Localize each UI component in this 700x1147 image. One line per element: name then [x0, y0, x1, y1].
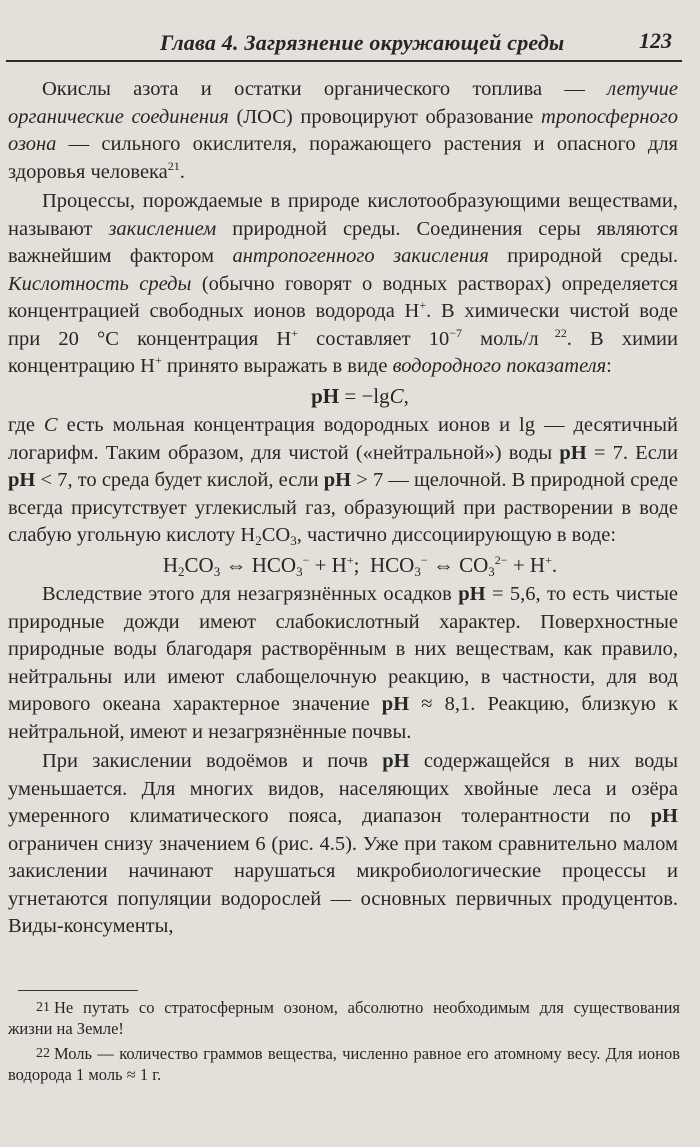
text-run: Вследствие этого для незагрязнённых осадков [42, 583, 459, 605]
formula-dissociation [8, 552, 678, 580]
header-rule [6, 60, 682, 62]
footnote-text: Моль — количество граммов вещества, численно равное его атомному весу. Для ионов водорода 1 моль ≈ 1 г. [8, 1044, 680, 1084]
term-acidification: закислением [108, 217, 217, 240]
ph-symbol: pH [650, 805, 678, 827]
superscript: + [346, 552, 354, 567]
text-run: СО [261, 524, 291, 546]
ph-symbol: pH [8, 469, 36, 491]
text-run: есть мольная концентрация водородных ионов и lg — десятичный логарифм. Таким образом, для чистой («нейтральной») воды [8, 414, 678, 464]
footnote-22 [8, 1043, 680, 1085]
text-run: ограничен снизу значением 6 (рис. 4.5). Уже при таком сравнительно малом закислении начинают нарушаться микробиологические процессы и угнетаются популяции водорослей — основных первичных продуцентов. Виды-консументы, [8, 832, 678, 937]
footnote-text: Не путать со стратосферным озоном, абсолютно необходимым для существования жизни на Земле! [8, 998, 680, 1038]
formula-text: , [403, 383, 409, 408]
superscript: + [291, 325, 298, 340]
ph-symbol: pH [381, 693, 410, 715]
formula-text: = −lg [339, 383, 390, 408]
body-text [8, 76, 678, 941]
formula-variable: C [389, 383, 404, 408]
running-head [0, 14, 700, 60]
text-run: Окислы азота и остатки органического топлива — [42, 78, 608, 100]
superscript: + [419, 298, 427, 312]
text-run: < 7, то среда будет кислой, если [35, 469, 324, 491]
text-run: При закислении водоёмов и почв [42, 750, 383, 772]
footnote-rule [18, 990, 138, 991]
subscript: 3 [290, 533, 297, 548]
formula-text: . [551, 552, 558, 577]
footnote-ref-22: 22 [538, 325, 567, 340]
footnote-21 [8, 997, 680, 1039]
text-run: моль/л [462, 327, 539, 350]
text-run: принято выражать в виде [161, 355, 393, 377]
subscript: 3 [213, 563, 221, 579]
text-run: = 5,6, то есть чистые природные дожди имеют слабокислотный характер. Поверхностные природные воды благодаря растворённым в них веществам, как правило, нейтральны или имеют слабощелочную реакцию, в частности, для вод мирового океана характерное значение [8, 583, 679, 715]
formula-text: ⇔ HCO [220, 552, 297, 577]
subscript: 2 [178, 563, 185, 579]
subscript: 3 [488, 563, 495, 579]
formula-ph [8, 383, 678, 411]
ph-symbol: pH [311, 383, 340, 408]
paragraph-2 [8, 188, 678, 381]
text-run: где [8, 414, 44, 436]
exponent: −7 [449, 325, 462, 340]
variable-c: С [43, 414, 58, 436]
formula-text: ⇔ CO [427, 552, 489, 577]
chapter-title: Глава 4. Загрязнение окружающей среды [160, 30, 565, 55]
paragraph-5 [8, 748, 678, 941]
paragraph-3 [8, 412, 678, 550]
superscript: 2− [494, 552, 508, 567]
page-number: 123 [639, 28, 672, 53]
term-ph: водородного показателя [392, 355, 607, 377]
text-run: . В химически чистой воде при 20 °С концентрация Н [8, 300, 678, 350]
text-run: , частично диссоциирующую в воде: [296, 524, 617, 546]
text-run: > 7 — щелочной. В природной среде всегда присутствует углекислый газ, образующий при растворении в воде слабую угольную кислоту Н [8, 469, 678, 546]
text-run: (обычно говорят о водных растворах) определяется концентрацией свободных ионов водорода Н [8, 272, 678, 322]
ph-symbol: pH [458, 583, 486, 605]
subscript: 3 [414, 563, 421, 579]
footnote-ref-21: 21 [167, 158, 180, 173]
term-tropospheric-ozone: тропосферного озона [8, 105, 678, 155]
formula-text: CO [184, 552, 214, 577]
text-run: содержащейся в них воды уменьшается. Для многих видов, населяющих хвойные леса и озёра умеренного климатического пояса, диапазон толерантности по [8, 750, 678, 827]
superscript: + [545, 552, 552, 567]
ph-symbol: pH [323, 469, 352, 491]
paragraph-1 [8, 76, 678, 186]
footnote-number: 22 [36, 1046, 50, 1061]
text-run: . В химии концентрацию Н [8, 327, 678, 377]
text-run: Процессы, порождаемые в природе кислотообразующими веществами, называют [8, 190, 678, 240]
formula-text: + H [507, 552, 546, 577]
text-run: (ЛОС) провоцируют образование [228, 105, 542, 128]
subscript: 3 [296, 563, 303, 579]
term-anthropogenic-acidification: антропогенного закисления [232, 245, 489, 267]
footnotes [8, 990, 680, 1089]
formula-text: + H [309, 552, 347, 577]
text-run: природной среды. [488, 245, 678, 267]
footnote-number: 21 [36, 1000, 50, 1015]
text-run: природной среды. Соединения серы являются важнейшим фактором [8, 217, 678, 267]
text-run: — сильного окислителя, поражающего растения и опасного для здоровья человека [8, 133, 678, 183]
superscript: − [302, 552, 310, 567]
ph-symbol: pH [559, 441, 587, 464]
ph-symbol: pH [382, 750, 410, 772]
superscript: − [420, 552, 428, 567]
paragraph-4 [8, 581, 678, 746]
superscript: + [154, 353, 162, 367]
formula-text: ; HCO [353, 552, 415, 577]
term-acidity: Кислотность среды [8, 272, 192, 295]
text-run: составляет 10 [297, 327, 450, 350]
subscript: 2 [255, 533, 262, 548]
term-voc: летучие органические соединения [8, 78, 678, 128]
text-run: : [606, 355, 612, 377]
text-run: = 7. Если [586, 441, 678, 464]
text-run: ≈ 8,1. Реакцию, близкую к нейтральной, имеют и незагрязнённые почвы. [8, 693, 678, 743]
text-run: . [179, 160, 185, 183]
formula-text: H [162, 552, 179, 577]
